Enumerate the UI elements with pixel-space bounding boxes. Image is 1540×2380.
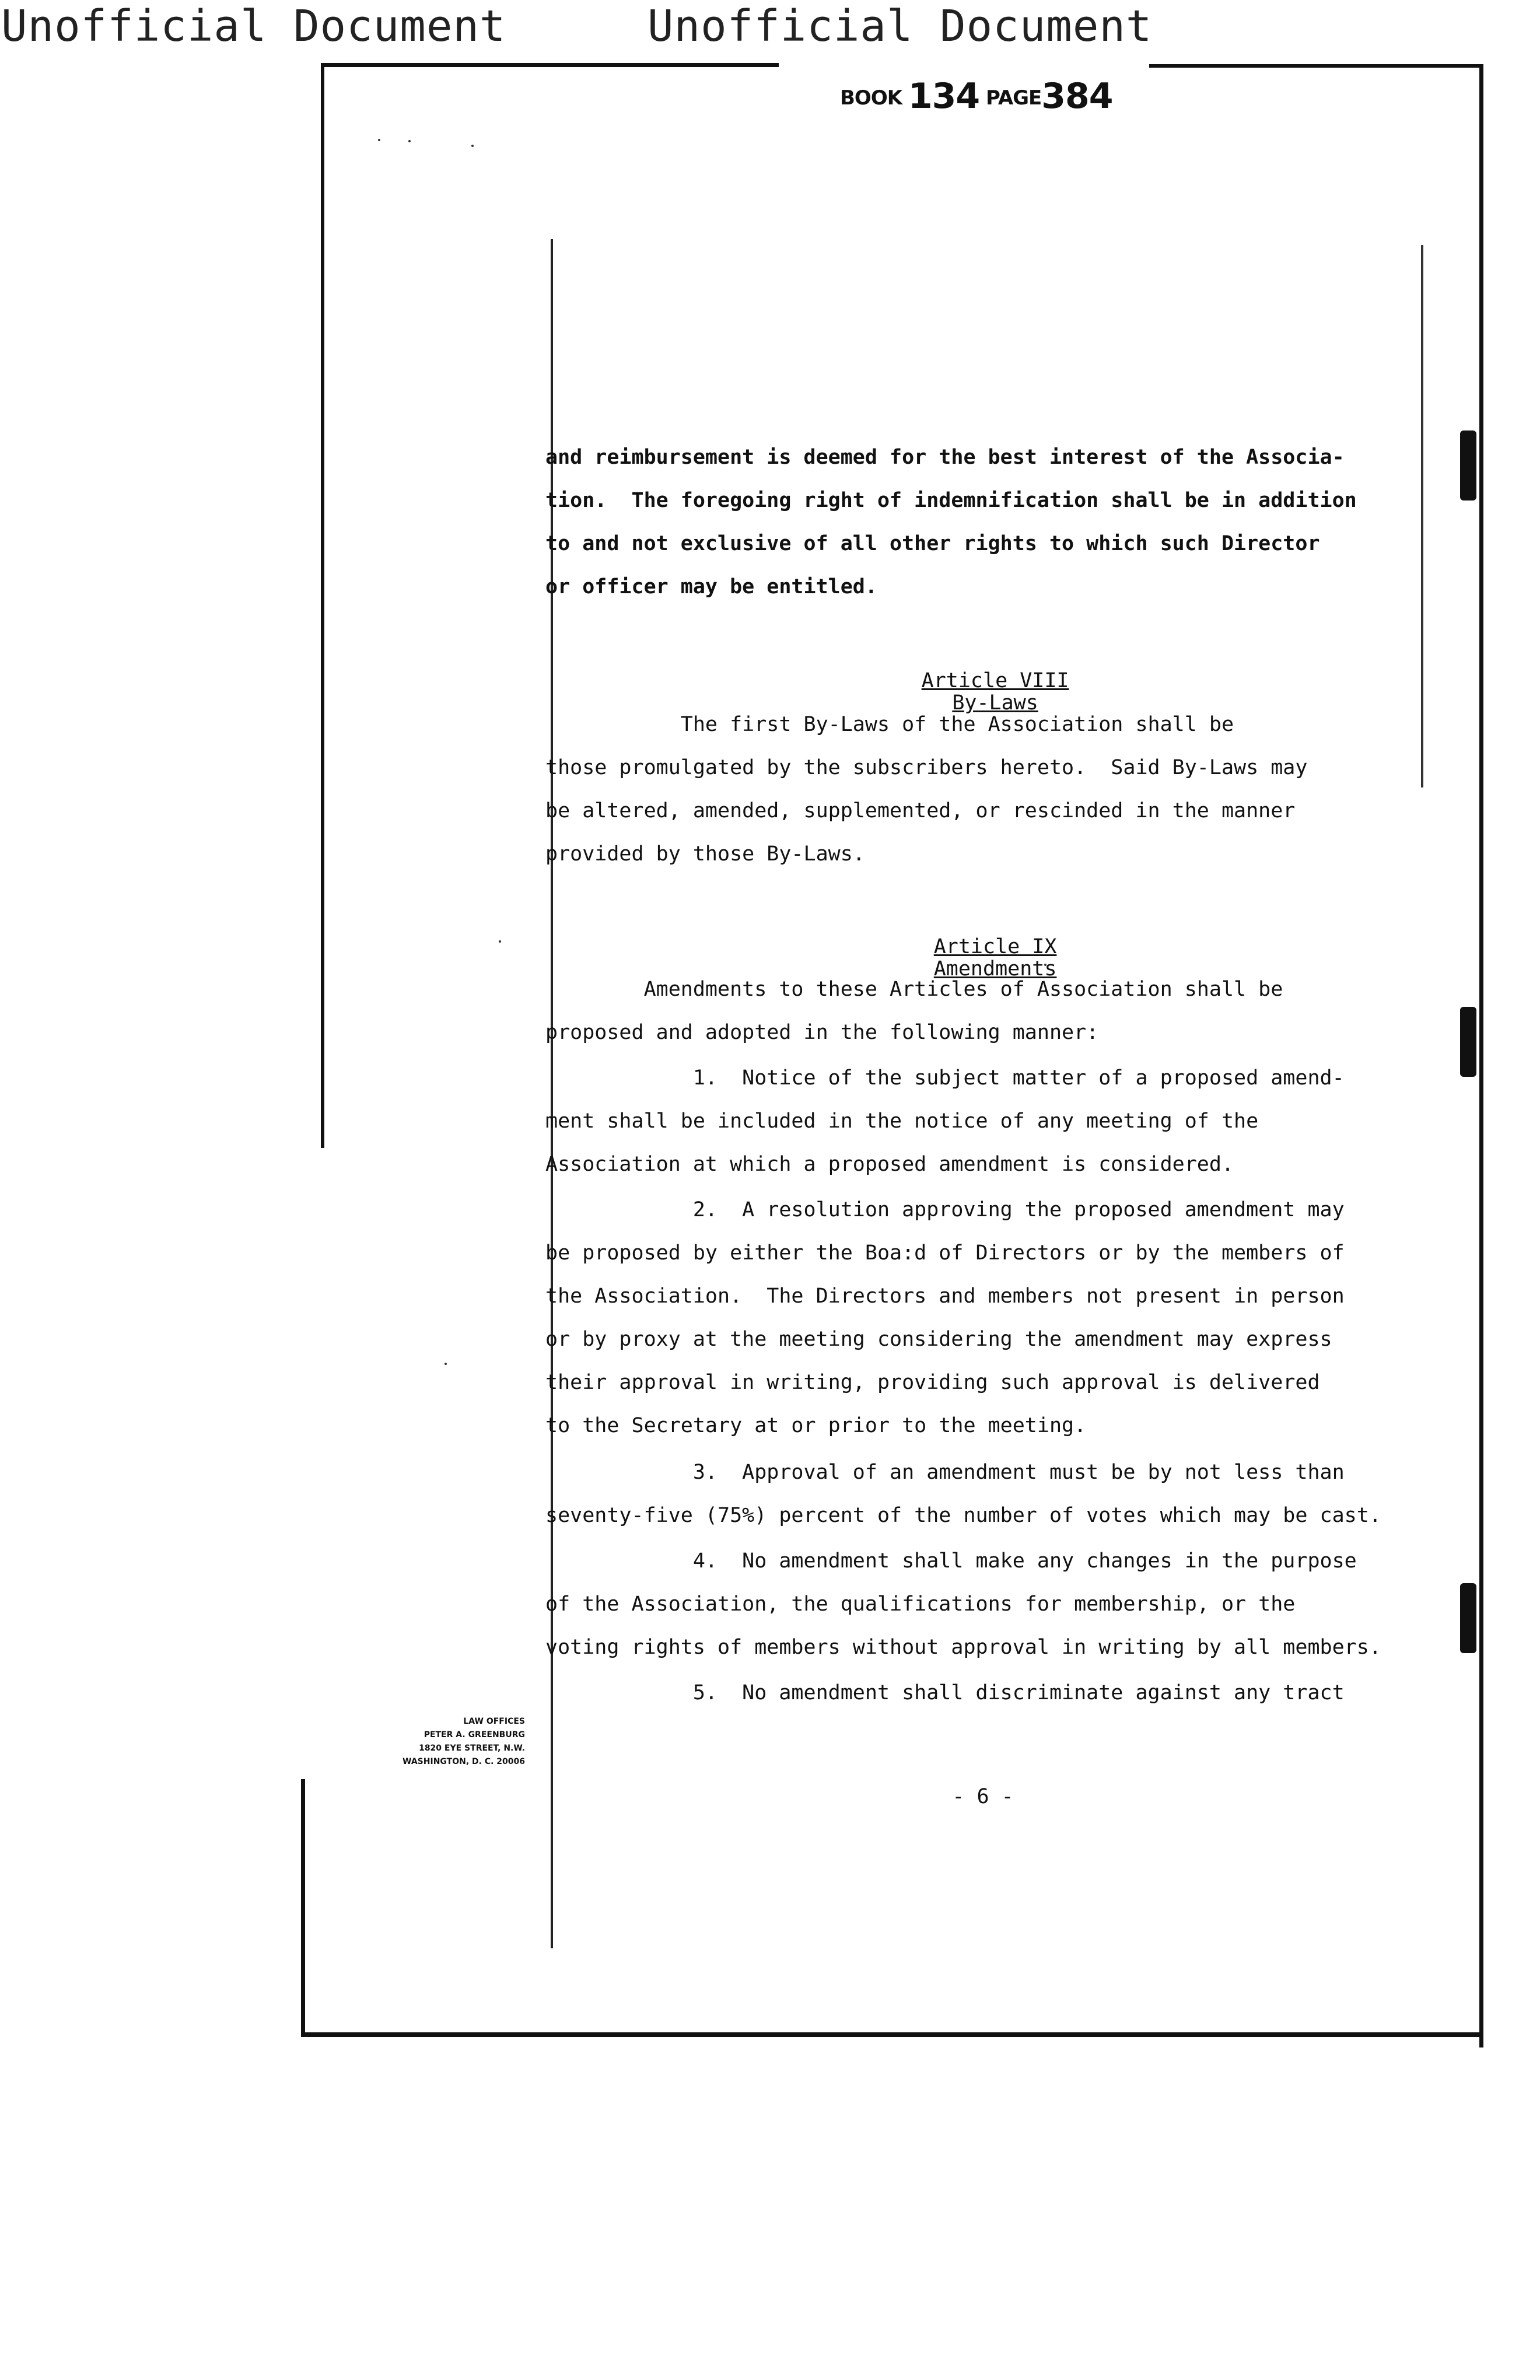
article-9-line: voting rights of members without approval in writing by all members. xyxy=(545,1636,1381,1659)
speck xyxy=(471,145,474,147)
article-9-line: Association at which a proposed amendment is considered. xyxy=(545,1153,1234,1176)
book-number: 134 xyxy=(908,76,980,117)
article-9-line: ment shall be included in the notice of any meeting of the xyxy=(545,1110,1259,1133)
article-9-line: the Association. The Directors and members not present in person xyxy=(545,1284,1345,1308)
article-9-line: 2. A resolution approving the proposed amendment may xyxy=(545,1198,1345,1222)
article-9-line: of the Association, the qualifications for membership, or the xyxy=(545,1592,1296,1616)
page-label: PAGE xyxy=(986,86,1042,110)
frame-left-border-lower xyxy=(301,1779,305,2036)
article-9-line: to the Secretary at or prior to the meeting. xyxy=(545,1414,1087,1437)
speck xyxy=(444,1363,447,1365)
paragraph-line: and reimbursement is deemed for the best interest of the Associa- xyxy=(545,446,1345,469)
article-8-line: provided by those By-Laws. xyxy=(545,842,865,866)
paragraph-line: to and not exclusive of all other rights to which such Director xyxy=(545,532,1320,555)
binding-tab-3 xyxy=(1460,1583,1476,1653)
frame-right-border xyxy=(1479,64,1483,2048)
law-office-name: PETER A. GREENBURG xyxy=(424,1730,525,1740)
article-9-line: or by proxy at the meeting considering the amendment may express xyxy=(545,1328,1332,1351)
book-label: BOOK xyxy=(840,86,902,110)
article-9-line: be proposed by either the Boa:d of Directors or by the members of xyxy=(545,1241,1345,1265)
right-margin-rule xyxy=(1421,245,1423,788)
article-8-subtitle: By-Laws xyxy=(952,691,1038,715)
paragraph-line: tion. The foregoing right of indemnification shall be in addition xyxy=(545,489,1357,512)
page-number: 384 xyxy=(1041,76,1113,117)
law-office-heading: LAW OFFICES xyxy=(463,1717,525,1726)
speck xyxy=(378,139,380,141)
law-office-city: WASHINGTON, D. C. 20006 xyxy=(402,1757,525,1766)
article-8-title: Article VIII xyxy=(921,669,1069,692)
article-9-line: 1. Notice of the subject matter of a proposed amend- xyxy=(545,1066,1345,1090)
frame-bottom-border xyxy=(301,2032,1483,2037)
speck xyxy=(499,940,501,943)
article-9-line: Amendments to these Articles of Association shall be xyxy=(545,978,1283,1001)
article-9-line: 3. Approval of an amendment must be by not less than xyxy=(545,1461,1345,1484)
page-footer-number: - 6 - xyxy=(952,1785,1014,1808)
law-office-stamp xyxy=(350,1715,525,1769)
binding-tab-2 xyxy=(1460,1007,1476,1077)
watermark-right: Unofficial Document xyxy=(648,1,1153,51)
article-8-subheading xyxy=(545,670,1420,714)
article-9-subtitle: Amendments xyxy=(933,957,1057,981)
law-office-street: 1820 EYE STREET, N.W. xyxy=(419,1744,525,1753)
article-8-line: those promulgated by the subscribers hereto. Said By-Laws may xyxy=(545,756,1308,779)
speck xyxy=(408,140,411,142)
watermark-left: Unofficial Document xyxy=(1,1,506,51)
article-9-line: proposed and adopted in the following manner: xyxy=(545,1021,1099,1044)
binding-tab-1 xyxy=(1460,430,1476,501)
frame-top-border xyxy=(324,63,779,67)
article-9-line: 5. No amendment shall discriminate against any tract xyxy=(545,1681,1345,1704)
article-9-line: their approval in writing, providing such approval is delivered xyxy=(545,1371,1320,1394)
frame-left-border xyxy=(321,63,324,1148)
paragraph-line: or officer may be entitled. xyxy=(545,575,877,598)
book-page-stamp xyxy=(840,76,1113,117)
article-8-line: The first By-Laws of the Association shall be xyxy=(545,713,1234,736)
article-9-subheading xyxy=(545,936,1420,980)
frame-top-border-right xyxy=(1149,64,1483,68)
article-9-title: Article IX xyxy=(933,935,1057,958)
article-9-line: seventy-five (75%) percent of the number of votes which may be cast. xyxy=(545,1504,1381,1527)
article-8-line: be altered, amended, supplemented, or rescinded in the manner xyxy=(545,799,1296,822)
article-9-line: 4. No amendment shall make any changes in the purpose xyxy=(545,1549,1357,1573)
